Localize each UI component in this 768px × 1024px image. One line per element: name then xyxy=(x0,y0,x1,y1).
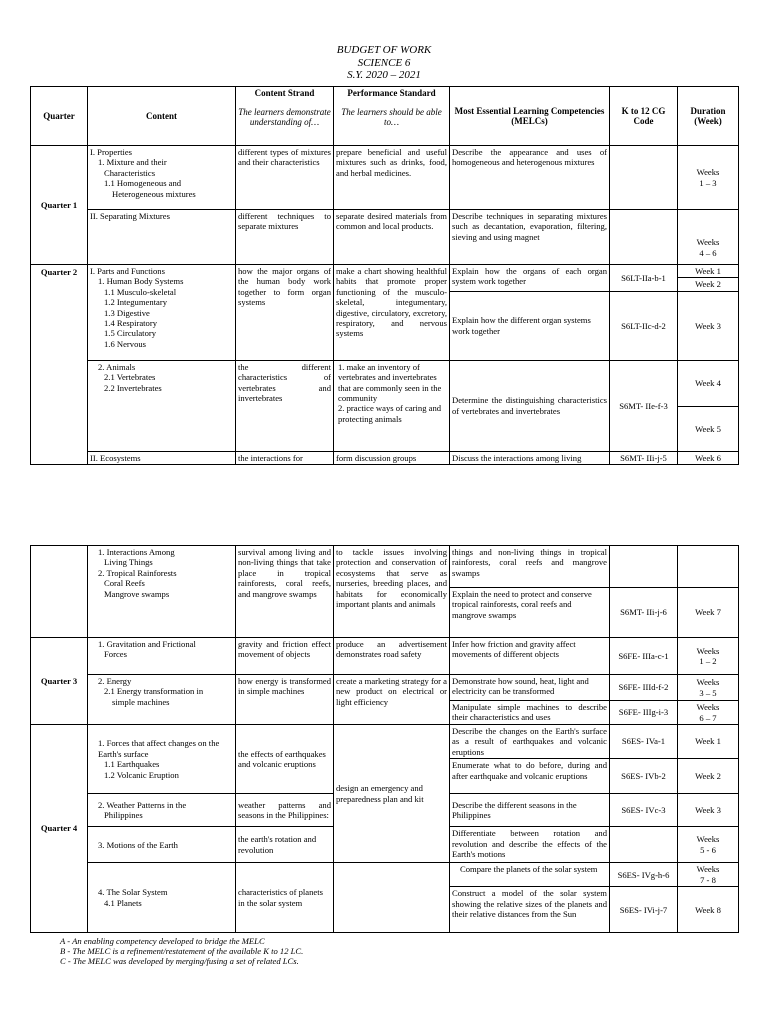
content-cell xyxy=(88,863,236,933)
code-cell: S6MT- IIi-j-5 xyxy=(610,451,678,464)
footnote: B - The MELC is a refinement/restatement of the available K to 12 LC. xyxy=(60,946,304,956)
melc-cell: Discuss the interactions among living xyxy=(450,451,610,464)
content-line: 2.1 Energy transformation in xyxy=(104,686,204,697)
melc-cell: Explain how the different organ systems work together xyxy=(450,291,610,360)
content-line: Heterogeneous mixtures xyxy=(112,188,196,199)
strand-cell: the interactions for xyxy=(236,451,334,464)
duration-cell xyxy=(678,701,739,725)
table-row xyxy=(31,360,739,406)
content-line: simple machines xyxy=(112,696,170,707)
strand-cell: how energy is transformed in simple machines xyxy=(236,675,334,725)
melc-cell: Manipulate simple machines to describe their characteristics and uses xyxy=(450,701,610,725)
performance-cell: design an emergency and preparedness plan and kit xyxy=(334,725,450,863)
budget-table-page-2 xyxy=(30,545,739,933)
strand-cell: the different characteristics of vertebrates and invertebrates xyxy=(236,360,334,451)
strand-cell: the effects of earthquakes and volcanic eruptions xyxy=(236,725,334,794)
content-line: 1.5 Circulatory xyxy=(104,328,157,339)
content-line: Living Things xyxy=(104,557,153,568)
col-duration: Duration (Week) xyxy=(678,87,739,146)
footnote: A - An enabling competency developed to bridge the MELC xyxy=(60,936,265,946)
melc-cell: Explain how the organs of each organ system work together xyxy=(450,265,610,292)
document-header xyxy=(0,44,768,82)
footnote: C - The MELC was developed by merging/fusing a set of related LCs. xyxy=(60,956,299,966)
content-line: Forces xyxy=(104,649,127,660)
code-cell: S6FE- IIIa-c-1 xyxy=(610,638,678,675)
table-row xyxy=(31,638,739,675)
content-line: 2. Tropical Rainforests xyxy=(98,567,177,578)
col-cg-code: K to 12 CG Code xyxy=(610,87,678,146)
code-cell xyxy=(610,827,678,863)
duration-cell xyxy=(678,863,739,887)
footnotes xyxy=(60,936,303,966)
col-strand-title: Content Strand xyxy=(254,88,315,98)
content-line: 2. Animals xyxy=(98,361,136,372)
duration-line: 5 - 6 xyxy=(700,844,716,855)
duration-cell xyxy=(678,210,739,265)
content-cell xyxy=(88,360,236,451)
duration-cell: Week 4 xyxy=(678,360,739,406)
table-row xyxy=(31,863,739,887)
code-cell-empty xyxy=(610,546,678,588)
content-cell xyxy=(88,638,236,675)
content-line: 1.2 Integumentary xyxy=(104,297,168,308)
strand-cell: characteristics of planets in the solar system xyxy=(236,863,334,933)
duration-cell: Week 5 xyxy=(678,406,739,451)
melc-cell: Describe the different seasons in the Philippines xyxy=(450,794,610,827)
content-line: Characteristics xyxy=(104,167,156,178)
duration-cell: Week 3 xyxy=(678,291,739,360)
code-cell: S6LT-IIa-b-1 xyxy=(610,265,678,292)
col-perf-title: Performance Standard xyxy=(347,88,436,98)
duration-cell: Week 6 xyxy=(678,451,739,464)
content-line: 4.1 Planets xyxy=(104,897,142,908)
melc-cell: Enumerate what to do before, during and after earthquake and volcanic eruptions xyxy=(450,759,610,794)
content-cell xyxy=(88,265,236,361)
col-melc: Most Essential Learning Competencies (MELCs) xyxy=(450,87,610,146)
content-line: 1.1 Homogeneous and xyxy=(104,178,182,189)
duration-cell xyxy=(678,146,739,210)
doc-school-year: S.Y. 2020 – 2021 xyxy=(347,69,421,81)
content-line: 1.6 Nervous xyxy=(104,338,147,349)
duration-cell: Week 8 xyxy=(678,887,739,933)
code-cell: S6MT- IIe-f-3 xyxy=(610,360,678,451)
code-cell: S6ES- IVa-1 xyxy=(610,725,678,759)
code-cell: S6LT-IIc-d-2 xyxy=(610,291,678,360)
duration-line: Weeks xyxy=(696,864,720,875)
quarter-label-empty xyxy=(31,546,88,638)
content-line: Earth's surface xyxy=(98,748,149,759)
duration-cell: Week 2 xyxy=(678,278,739,291)
duration-line: Weeks xyxy=(696,834,720,845)
col-performance-standard xyxy=(334,87,450,146)
content-cell: II. Ecosystems xyxy=(88,451,236,464)
code-cell: S6ES- IVi-j-7 xyxy=(610,887,678,933)
table-row xyxy=(31,210,739,265)
col-perf-sub: The learners should be able to… xyxy=(341,106,442,127)
strand-cell: different techniques to separate mixtures xyxy=(236,210,334,265)
melc-cell: things and non-living things in tropical rainforests, coral reefs and mangrove swamps xyxy=(450,546,610,588)
duration-cell: Week 3 xyxy=(678,794,739,827)
col-content-strand xyxy=(236,87,334,146)
content-line: 2. Weather Patterns in the xyxy=(98,799,187,810)
content-line: Philippines xyxy=(104,810,143,821)
duration-line: Weeks xyxy=(696,237,720,248)
content-line: 1.1 Earthquakes xyxy=(104,759,160,770)
melc-cell: Construct a model of the solar system showing the relative sizes of the planets and their relative distances from the Sun xyxy=(450,887,610,933)
duration-cell xyxy=(678,675,739,701)
code-cell xyxy=(610,146,678,210)
duration-line: 3 – 5 xyxy=(699,687,717,698)
duration-line: Weeks xyxy=(696,645,720,656)
content-line: 3. Motions of the Earth xyxy=(98,839,178,850)
content-cell xyxy=(88,546,236,638)
table-row xyxy=(31,451,739,464)
content-line: 1. Forces that affect changes on the xyxy=(98,738,220,749)
duration-cell-empty xyxy=(678,546,739,588)
content-line: 1.3 Digestive xyxy=(104,307,150,318)
content-line: Coral Reefs xyxy=(104,578,145,589)
content-line: 2.2 Invertebrates xyxy=(104,382,162,393)
code-cell: S6FE- IIIg-i-3 xyxy=(610,701,678,725)
code-cell: S6MT- IIi-j-6 xyxy=(610,588,678,638)
table-row xyxy=(31,546,739,588)
strand-cell: the earth's rotation and revolution xyxy=(236,827,334,863)
content-line: 1.2 Volcanic Eruption xyxy=(104,769,179,780)
code-cell: S6ES- IVg-h-6 xyxy=(610,863,678,887)
content-line: 1.1 Musculo-skeletal xyxy=(104,286,177,297)
duration-cell xyxy=(678,638,739,675)
col-strand-sub: The learners demonstrate understanding of… xyxy=(238,106,331,127)
content-line: 2.1 Vertebrates xyxy=(104,372,156,383)
content-line: 1. Human Body Systems xyxy=(98,276,184,287)
duration-line: Weeks xyxy=(696,167,720,178)
performance-cell: prepare beneficial and useful mixtures such as drinks, food, and herbal medicines. xyxy=(334,146,450,210)
duration-line: Weeks xyxy=(696,702,720,713)
content-cell xyxy=(88,675,236,725)
quarter-label: Quarter 4 xyxy=(31,725,88,933)
performance-cell: produce an advertisement demonstrates road safety xyxy=(334,638,450,675)
performance-cell: to tackle issues involving protection and conservation of ecosystems that serve as nurseries, breeding places, and habitats for economically important plants and animals xyxy=(334,546,450,638)
performance-cell xyxy=(334,360,450,451)
melc-cell: Describe techniques in separating mixtures such as decantation, evaporation, filtering, sieving and using magnet xyxy=(450,210,610,265)
content-line: 1.4 Respiratory xyxy=(104,318,157,329)
duration-line: 6 – 7 xyxy=(699,712,717,723)
melc-cell: Describe the appearance and uses of homogeneous and heterogenous mixtures xyxy=(450,146,610,210)
duration-line: 1 – 2 xyxy=(699,656,717,666)
content-line: 2. Energy xyxy=(98,676,132,686)
quarter-label: Quarter 3 xyxy=(31,638,88,725)
duration-line: 7 - 8 xyxy=(700,874,716,885)
table-header-row xyxy=(31,87,739,146)
duration-cell: Week 1 xyxy=(678,725,739,759)
melc-cell: Describe the changes on the Earth's surface as a result of earthquakes and volcanic eruptions xyxy=(450,725,610,759)
code-cell: S6ES- IVc-3 xyxy=(610,794,678,827)
strand-cell: gravity and friction effect movement of objects xyxy=(236,638,334,675)
duration-cell: Week 2 xyxy=(678,759,739,794)
performance-item: 1. make an inventory of vertebrates and invertebrates that are commonly seen in the community xyxy=(338,361,442,404)
content-line: 1. Mixture and their xyxy=(98,157,167,168)
table-row xyxy=(31,265,739,278)
content-cell xyxy=(88,725,236,794)
duration-line: 4 – 6 xyxy=(699,247,717,258)
code-cell: S6ES- IVb-2 xyxy=(610,759,678,794)
budget-table-page-1 xyxy=(30,86,739,465)
table-row xyxy=(31,146,739,210)
melc-cell: Explain the need to protect and conserve tropical rainforests, coral reefs and mangrove swamps xyxy=(450,588,610,638)
doc-title: BUDGET OF WORK xyxy=(336,44,432,56)
table-row xyxy=(31,675,739,701)
content-cell xyxy=(88,794,236,827)
strand-cell: survival among living and non-living things that take place in tropical rainforests, coral reefs, and mangrove swamps xyxy=(236,546,334,638)
content-cell: II. Separating Mixtures xyxy=(88,210,236,265)
content-line: 4. The Solar System xyxy=(98,887,168,898)
table-row xyxy=(31,725,739,759)
content-line: 1. Interactions Among xyxy=(98,547,175,557)
code-cell: S6FE- IIId-f-2 xyxy=(610,675,678,701)
content-line: I. Parts and Functions xyxy=(90,266,165,276)
content-line: I. Properties xyxy=(90,147,133,157)
performance-item: 2. practice ways of caring and protecting animals xyxy=(338,403,442,424)
col-quarter: Quarter xyxy=(31,87,88,146)
duration-cell: Week 7 xyxy=(678,588,739,638)
duration-cell xyxy=(678,827,739,863)
melc-cell: Demonstrate how sound, heat, light and electricity can be transformed xyxy=(450,675,610,701)
melc-cell: Infer how friction and gravity affect movements of different objects xyxy=(450,638,610,675)
performance-cell: form discussion groups xyxy=(334,451,450,464)
content-line: 1. Gravitation and Frictional xyxy=(98,639,196,649)
strand-cell: how the major organs of the human body work together to form organ systems xyxy=(236,265,334,361)
performance-cell: separate desired materials from common and local products. xyxy=(334,210,450,265)
quarter-label: Quarter 2 xyxy=(31,265,88,465)
strand-cell: weather patterns and seasons in the Philippines: xyxy=(236,794,334,827)
duration-cell: Week 1 xyxy=(678,265,739,278)
content-cell xyxy=(88,146,236,210)
content-cell xyxy=(88,827,236,863)
content-line: Mangrove swamps xyxy=(104,588,170,599)
performance-cell: create a marketing strategy for a new product on electrical or light efficiency xyxy=(334,675,450,725)
code-cell xyxy=(610,210,678,265)
doc-subject: SCIENCE 6 xyxy=(357,56,411,69)
melc-cell: Compare the planets of the solar system xyxy=(450,863,610,887)
melc-cell: Differentiate between rotation and revolution and describe the effects of the Earth's motions xyxy=(450,827,610,863)
duration-line: Weeks xyxy=(696,677,720,688)
performance-cell: make a chart showing healthful habits that promote proper functioning of the musculo-skeletal, integumentary, digestive, circulatory, excretory, respiratory, and nervous systems xyxy=(334,265,450,361)
strand-cell: different types of mixtures and their characteristics xyxy=(236,146,334,210)
quarter-label: Quarter 1 xyxy=(31,146,88,265)
duration-line: 1 – 3 xyxy=(699,177,717,188)
melc-cell: Determine the distinguishing characteristics of vertebrates and invertebrates xyxy=(450,360,610,451)
col-content: Content xyxy=(88,87,236,146)
performance-cell-empty xyxy=(334,863,450,933)
